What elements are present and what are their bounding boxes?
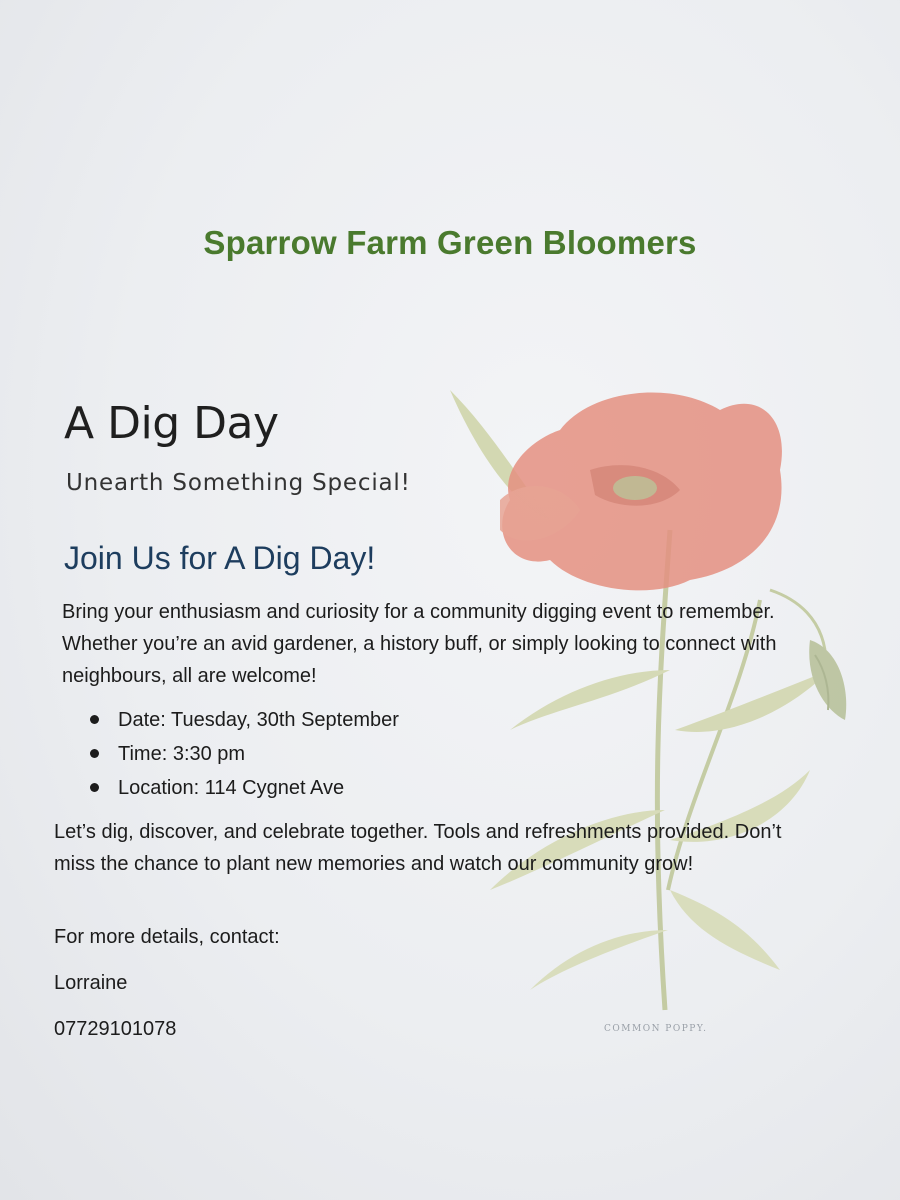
- detail-location-text: Location: 114 Cygnet Ave: [118, 777, 345, 799]
- illustration-caption: COMMON POPPY.: [604, 1024, 708, 1034]
- event-subtitle: Unearth Something Special!: [66, 470, 411, 496]
- bullet-icon: [90, 783, 99, 792]
- poppy-illustration: [430, 370, 890, 1020]
- detail-time-text: Time: 3:30 pm: [118, 743, 246, 765]
- detail-location: [90, 772, 399, 806]
- detail-date-text: Date: Tuesday, 30th September: [118, 709, 399, 731]
- bullet-icon: [90, 715, 99, 724]
- section-heading: Join Us for A Dig Day!: [64, 540, 376, 576]
- event-title: A Dig Day: [64, 398, 279, 449]
- intro-paragraph: Bring your enthusiasm and curiosity for a community digging event to remember. Whether you’re an avid gardener, a history buff, or simply looking to connect with neighbours, all are welcome!: [62, 601, 777, 687]
- contact-prompt: For more details, contact:: [54, 926, 280, 948]
- event-details-list: [90, 704, 399, 806]
- bullet-icon: [90, 749, 99, 758]
- detail-time: [90, 738, 399, 772]
- detail-date: [90, 704, 399, 738]
- contact-phone: 07729101078: [54, 1018, 177, 1040]
- organization-title: Sparrow Farm Green Bloomers: [203, 224, 697, 261]
- contact-name: Lorraine: [54, 972, 128, 994]
- closing-paragraph: Let’s dig, discover, and celebrate together. Tools and refreshments provided. Don’t miss the chance to plant new memories and watch our community grow!: [54, 821, 782, 875]
